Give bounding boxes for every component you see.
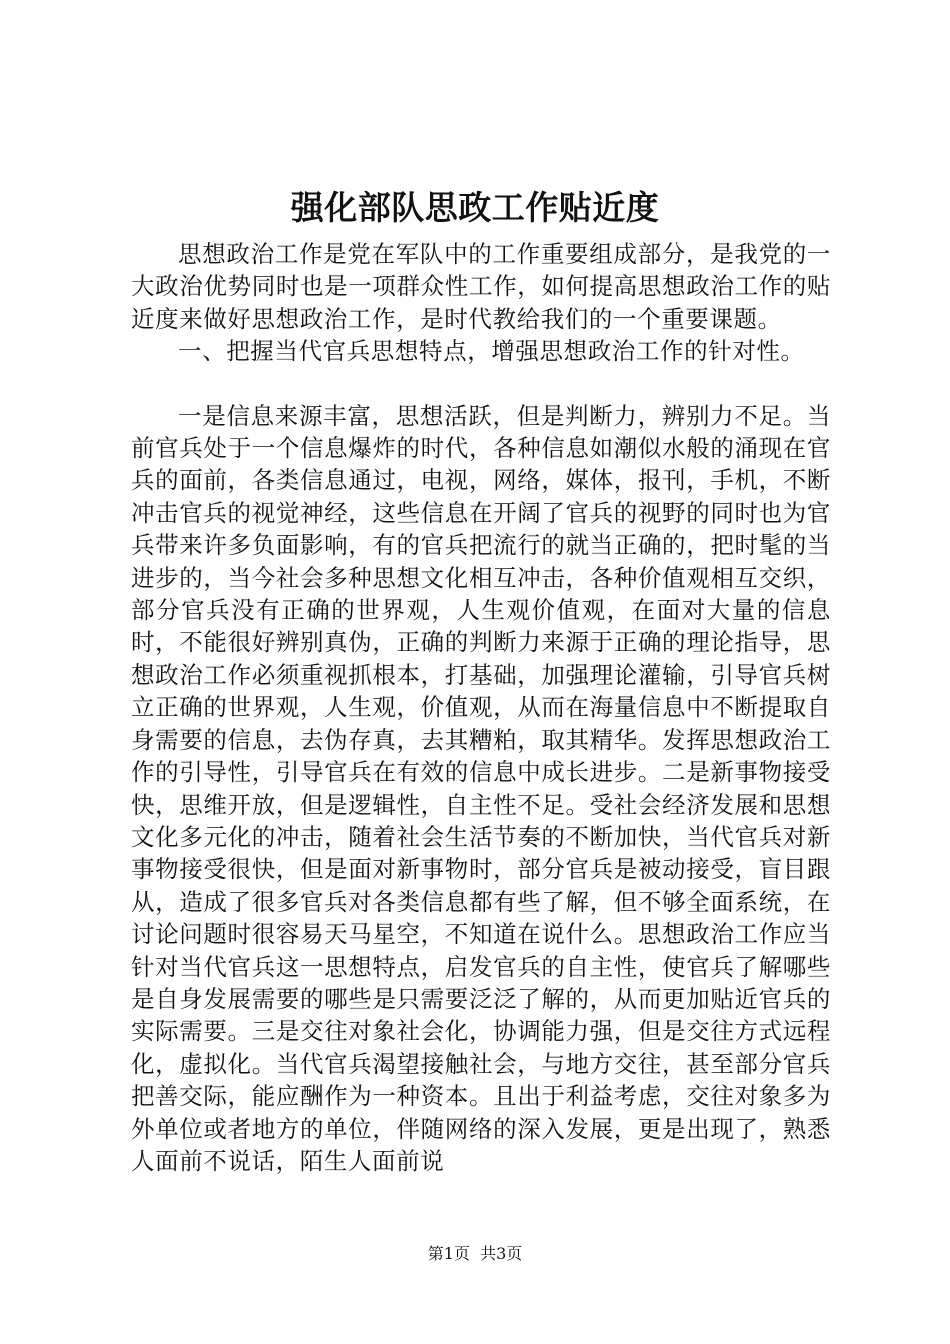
- intro-paragraph: 思想政治工作是党在军队中的工作重要组成部分，是我党的一大政治优势同时也是一项群众性工作，如何提高思想政治工作的贴近度来做好思想政治工作，是时代教给我们的一个重要课题。: [131, 240, 831, 333]
- document-body: [131, 238, 831, 1177]
- page-footer: [0, 1242, 950, 1266]
- body-paragraph: 一是信息来源丰富，思想活跃，但是判断力，辨别力不足。当前官兵处于一个信息爆炸的时代，各种信息如潮似水般的涌现在官兵的面前，各类信息通过，电视，网络，媒体，报刊，手机，不断冲击官兵的视觉神经，这些信息在开阔了官兵的视野的同时也为官兵带来许多负面影响，有的官兵把流行的就当正确的，把时髦的当进步的，当今社会多种思想文化相互冲击，各种价值观相互交织，部分官兵没有正确的世界观，人生观价值观，在面对大量的信息时，不能很好辨别真伪，正确的判断力来源于正确的理论指导，思想政治工作必须重视抓根本，打基础，加强理论灌输，引导官兵树立正确的世界观，人生观，价值观，从而在海量信息中不断提取自身需要的信息，去伪存真，去其糟粕，取其精华。发挥思想政治工作的引导性，引导官兵在有效的信息中成长进步。二是新事物接受快，思维开放，但是逻辑性，自主性不足。受社会经济发展和思想文化多元化的冲击，随着社会生活节奏的不断加快，当代官兵对新事物接受很快，但是面对新事物时，部分官兵是被动接受，盲目跟从，造成了很多官兵对各类信息都有些了解，但不够全面系统，在讨论问题时很容易天马星空，不知道在说什么。思想政治工作应当针对当代官兵这一思想特点，启发官兵的自主性，使官兵了解哪些是自身发展需要的哪些是只需要泛泛了解的，从而更加贴近官兵的实际需要。三是交往对象社会化，协调能力强，但是交往方式远程化，虚拟化。当代官兵渴望接触社会，与地方交往，甚至部分官兵把善交际，能应酬作为一种资本。且出于利益考虑，交往对象多为外单位或者地方的单位，伴随网络的深入发展，更是出现了，熟悉人面前不说话，陌生人面前说: [131, 401, 831, 1175]
- section-heading: 一、把握当代官兵思想特点，增强思想政治工作的针对性。: [178, 337, 805, 366]
- page-total: 共3页: [480, 1244, 523, 1263]
- document-title: 强化部队思政工作贴近度: [290, 188, 660, 227]
- page-number: 第1页: [427, 1244, 470, 1263]
